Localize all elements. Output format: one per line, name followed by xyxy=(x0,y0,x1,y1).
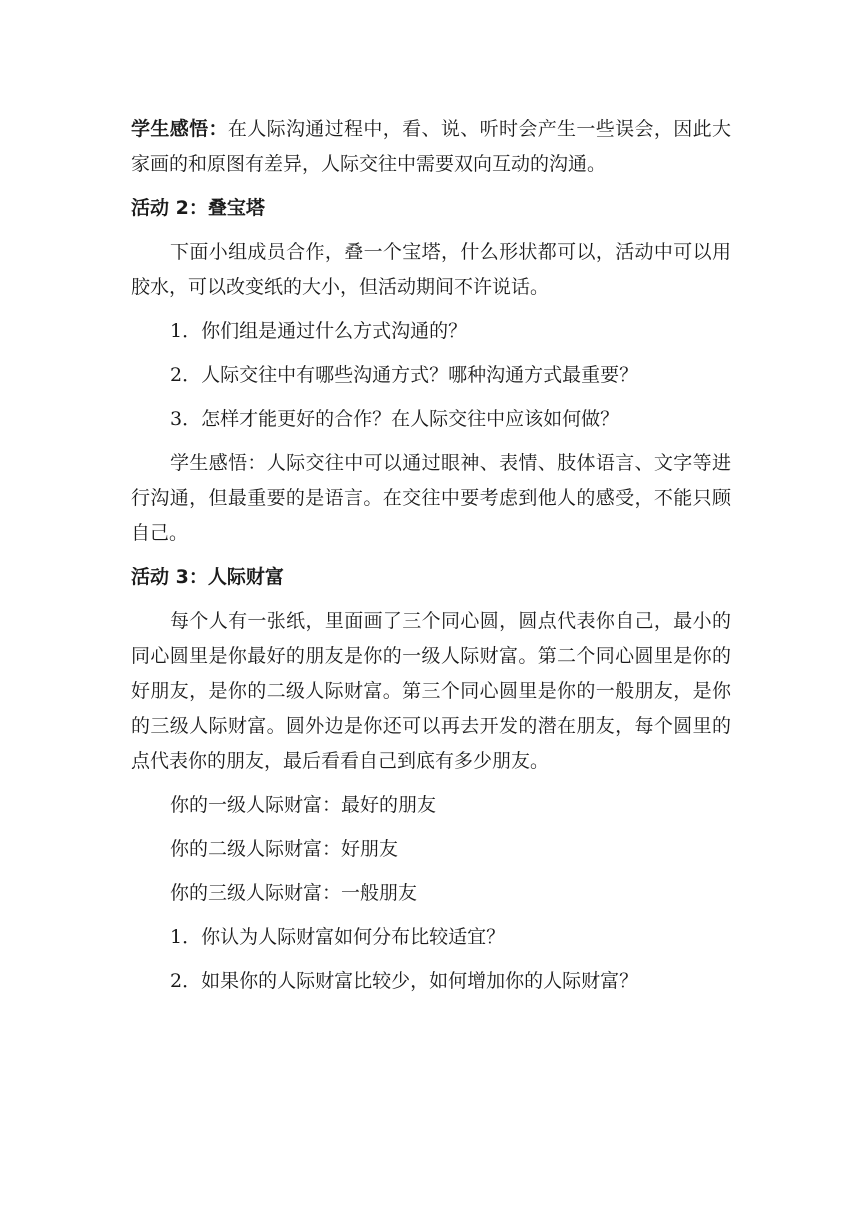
intro-paragraph xyxy=(131,112,731,182)
activity2-reflection: 学生感悟：人际交往中可以通过眼神、表情、肢体语言、文字等进行沟通，但最重要的是语言。在交往中要考虑到他人的感受，不能只顾自己。 xyxy=(131,452,731,544)
intro-text: 在人际沟通过程中，看、说、听时会产生一些误会，因此大家画的和原图有差异，人际交往中需要双向互动的沟通。 xyxy=(131,118,731,175)
activity2-description: 下面小组成员合作，叠一个宝塔，什么形状都可以，活动中可以用胶水，可以改变纸的大小，但活动期间不许说话。 xyxy=(131,241,731,298)
activity3-question-2: 2．如果你的人际财富比较少，如何增加你的人际财富？ xyxy=(170,970,639,992)
activity2-question-1: 1．你们组是通过什么方式沟通的？ xyxy=(170,320,468,342)
document-page xyxy=(131,112,731,1008)
activity3-heading: 活动 3：人际财富 xyxy=(131,566,284,588)
activity3-level-1: 你的一级人际财富：最好的朋友 xyxy=(170,794,437,816)
activity2-question-3: 3．怎样才能更好的合作？在人际交往中应该如何做？ xyxy=(170,408,620,430)
activity2-heading: 活动 2：叠宝塔 xyxy=(131,197,265,219)
activity3-description: 每个人有一张纸，里面画了三个同心圆，圆点代表你自己，最小的同心圆里是你最好的朋友是你的一级人际财富。第二个同心圆里是你的好朋友，是你的二级人际财富。第三个同心圆里是你的一般朋友，是你的三级人际财富。圆外边是你还可以再去开发的潜在朋友，每个圆里的点代表你的朋友，最后看看自己到底有多少朋友。 xyxy=(131,610,731,772)
intro-label: 学生感悟： xyxy=(131,118,228,140)
activity3-question-1: 1．你认为人际财富如何分布比较适宜？ xyxy=(170,926,506,948)
activity3-level-3: 你的三级人际财富：一般朋友 xyxy=(170,882,418,904)
activity3-level-2: 你的二级人际财富：好朋友 xyxy=(170,838,399,860)
activity2-question-2: 2．人际交往中有哪些沟通方式？哪种沟通方式最重要？ xyxy=(170,364,639,386)
